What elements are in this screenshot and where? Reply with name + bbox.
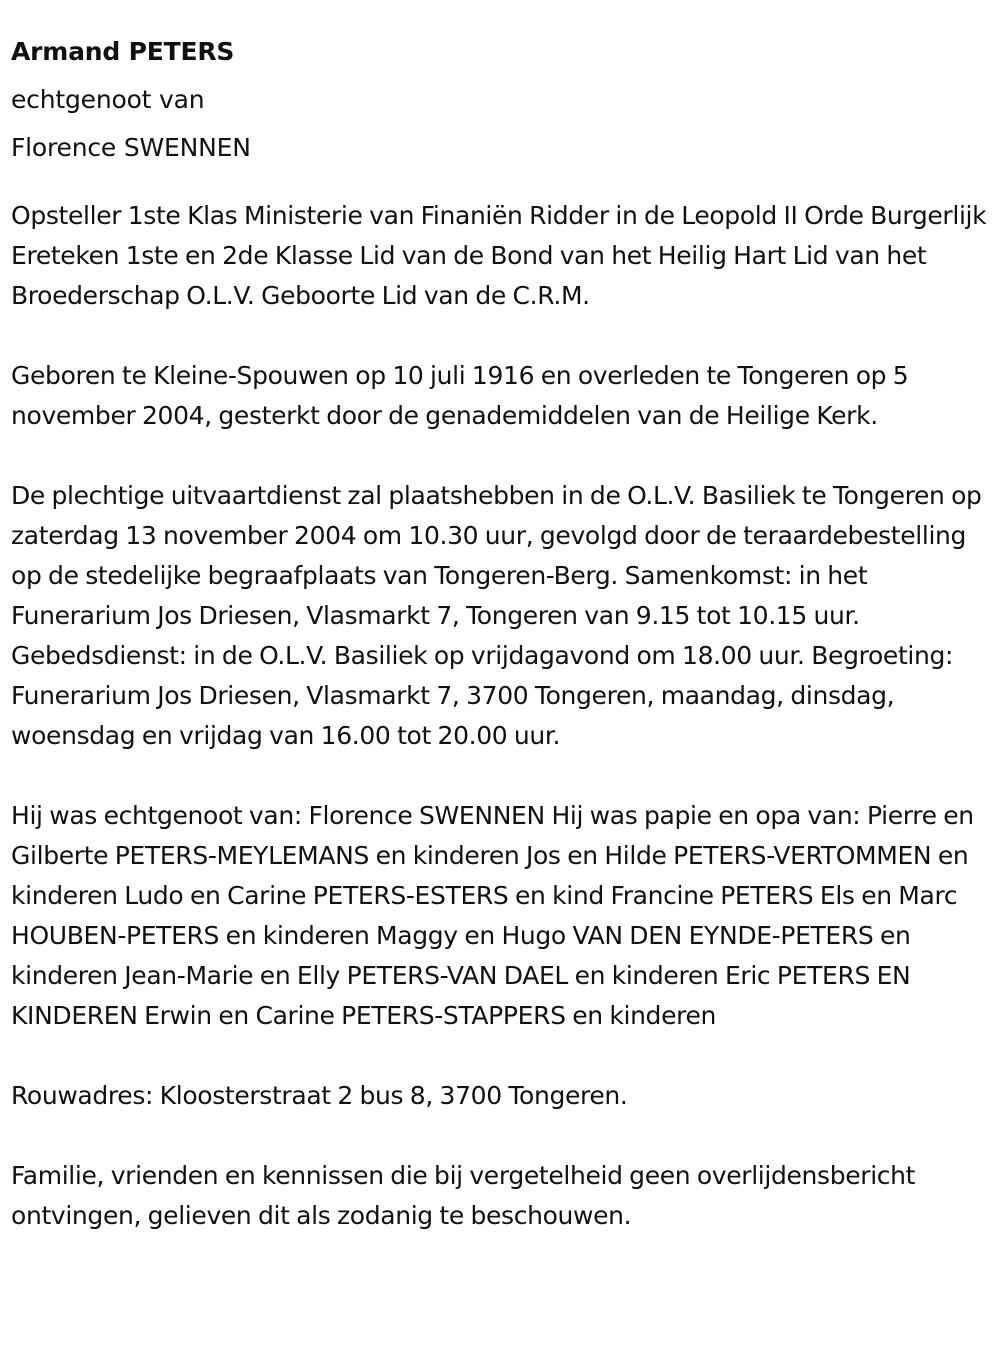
family-paragraph: Hij was echtgenoot van: Florence SWENNEN Hij was papie en opa van: Pierre en Gilberte PETERS-MEYLEMANS en kinderen Jos en Hilde PETERS-VERTOMMEN en kinderen Ludo en Carine PETERS-ESTERS en kind Francine PETERS Els en Marc HOUBEN-PETERS en kinderen Maggy en Hugo VAN DEN EYNDE-PETERS en kinderen Jean-Marie en Elly PETERS-VAN DAEL en kinderen Eric PETERS EN KINDEREN Erwin en Carine PETERS-STAPPERS en kinderen [11,801,974,1030]
spouse-name: Florence SWENNEN [11,133,251,162]
closing-paragraph: Familie, vrienden en kennissen die bij vergetelheid geen overlijdensbericht ontvingen, gelieven dit als zodanig te beschouwen. [11,1161,916,1230]
titles-paragraph: Opsteller 1ste Klas Ministerie van Finaniën Ridder in de Leopold II Orde Burgerlijk Ereteken 1ste en 2de Klasse Lid van de Bond van het Heilig Hart Lid van het Broederschap O.L.V. Geboorte Lid van de C.R.M. [11,201,987,310]
service-paragraph: De plechtige uitvaartdienst zal plaatshebben in de O.L.V. Basiliek te Tongeren op zaterdag 13 november 2004 om 10.30 uur, gevolgd door de teraardebestelling op de stedelijke begraafplaats van Tongeren-Berg. Samenkomst: in het Funerarium Jos Driesen, Vlasmarkt 7, Tongeren van 9.15 tot 10.15 uur. Gebedsdienst: in de O.L.V. Basiliek op vrijdagavond om 18.00 uur. Begroeting: Funerarium Jos Driesen, Vlasmarkt 7, 3700 Tongeren, maandag, dinsdag, woensdag en vrijdag van 16.00 tot 20.00 uur. [11,481,982,750]
deceased-name: Armand PETERS [11,37,235,66]
relation-label: echtgenoot van [11,85,205,114]
birth-death-paragraph: Geboren te Kleine-Spouwen op 10 juli 1916 en overleden te Tongeren op 5 november 2004, gesterkt door de genademiddelen van de Heilige Kerk. [11,361,909,430]
address-paragraph: Rouwadres: Kloosterstraat 2 bus 8, 3700 Tongeren. [11,1081,628,1110]
